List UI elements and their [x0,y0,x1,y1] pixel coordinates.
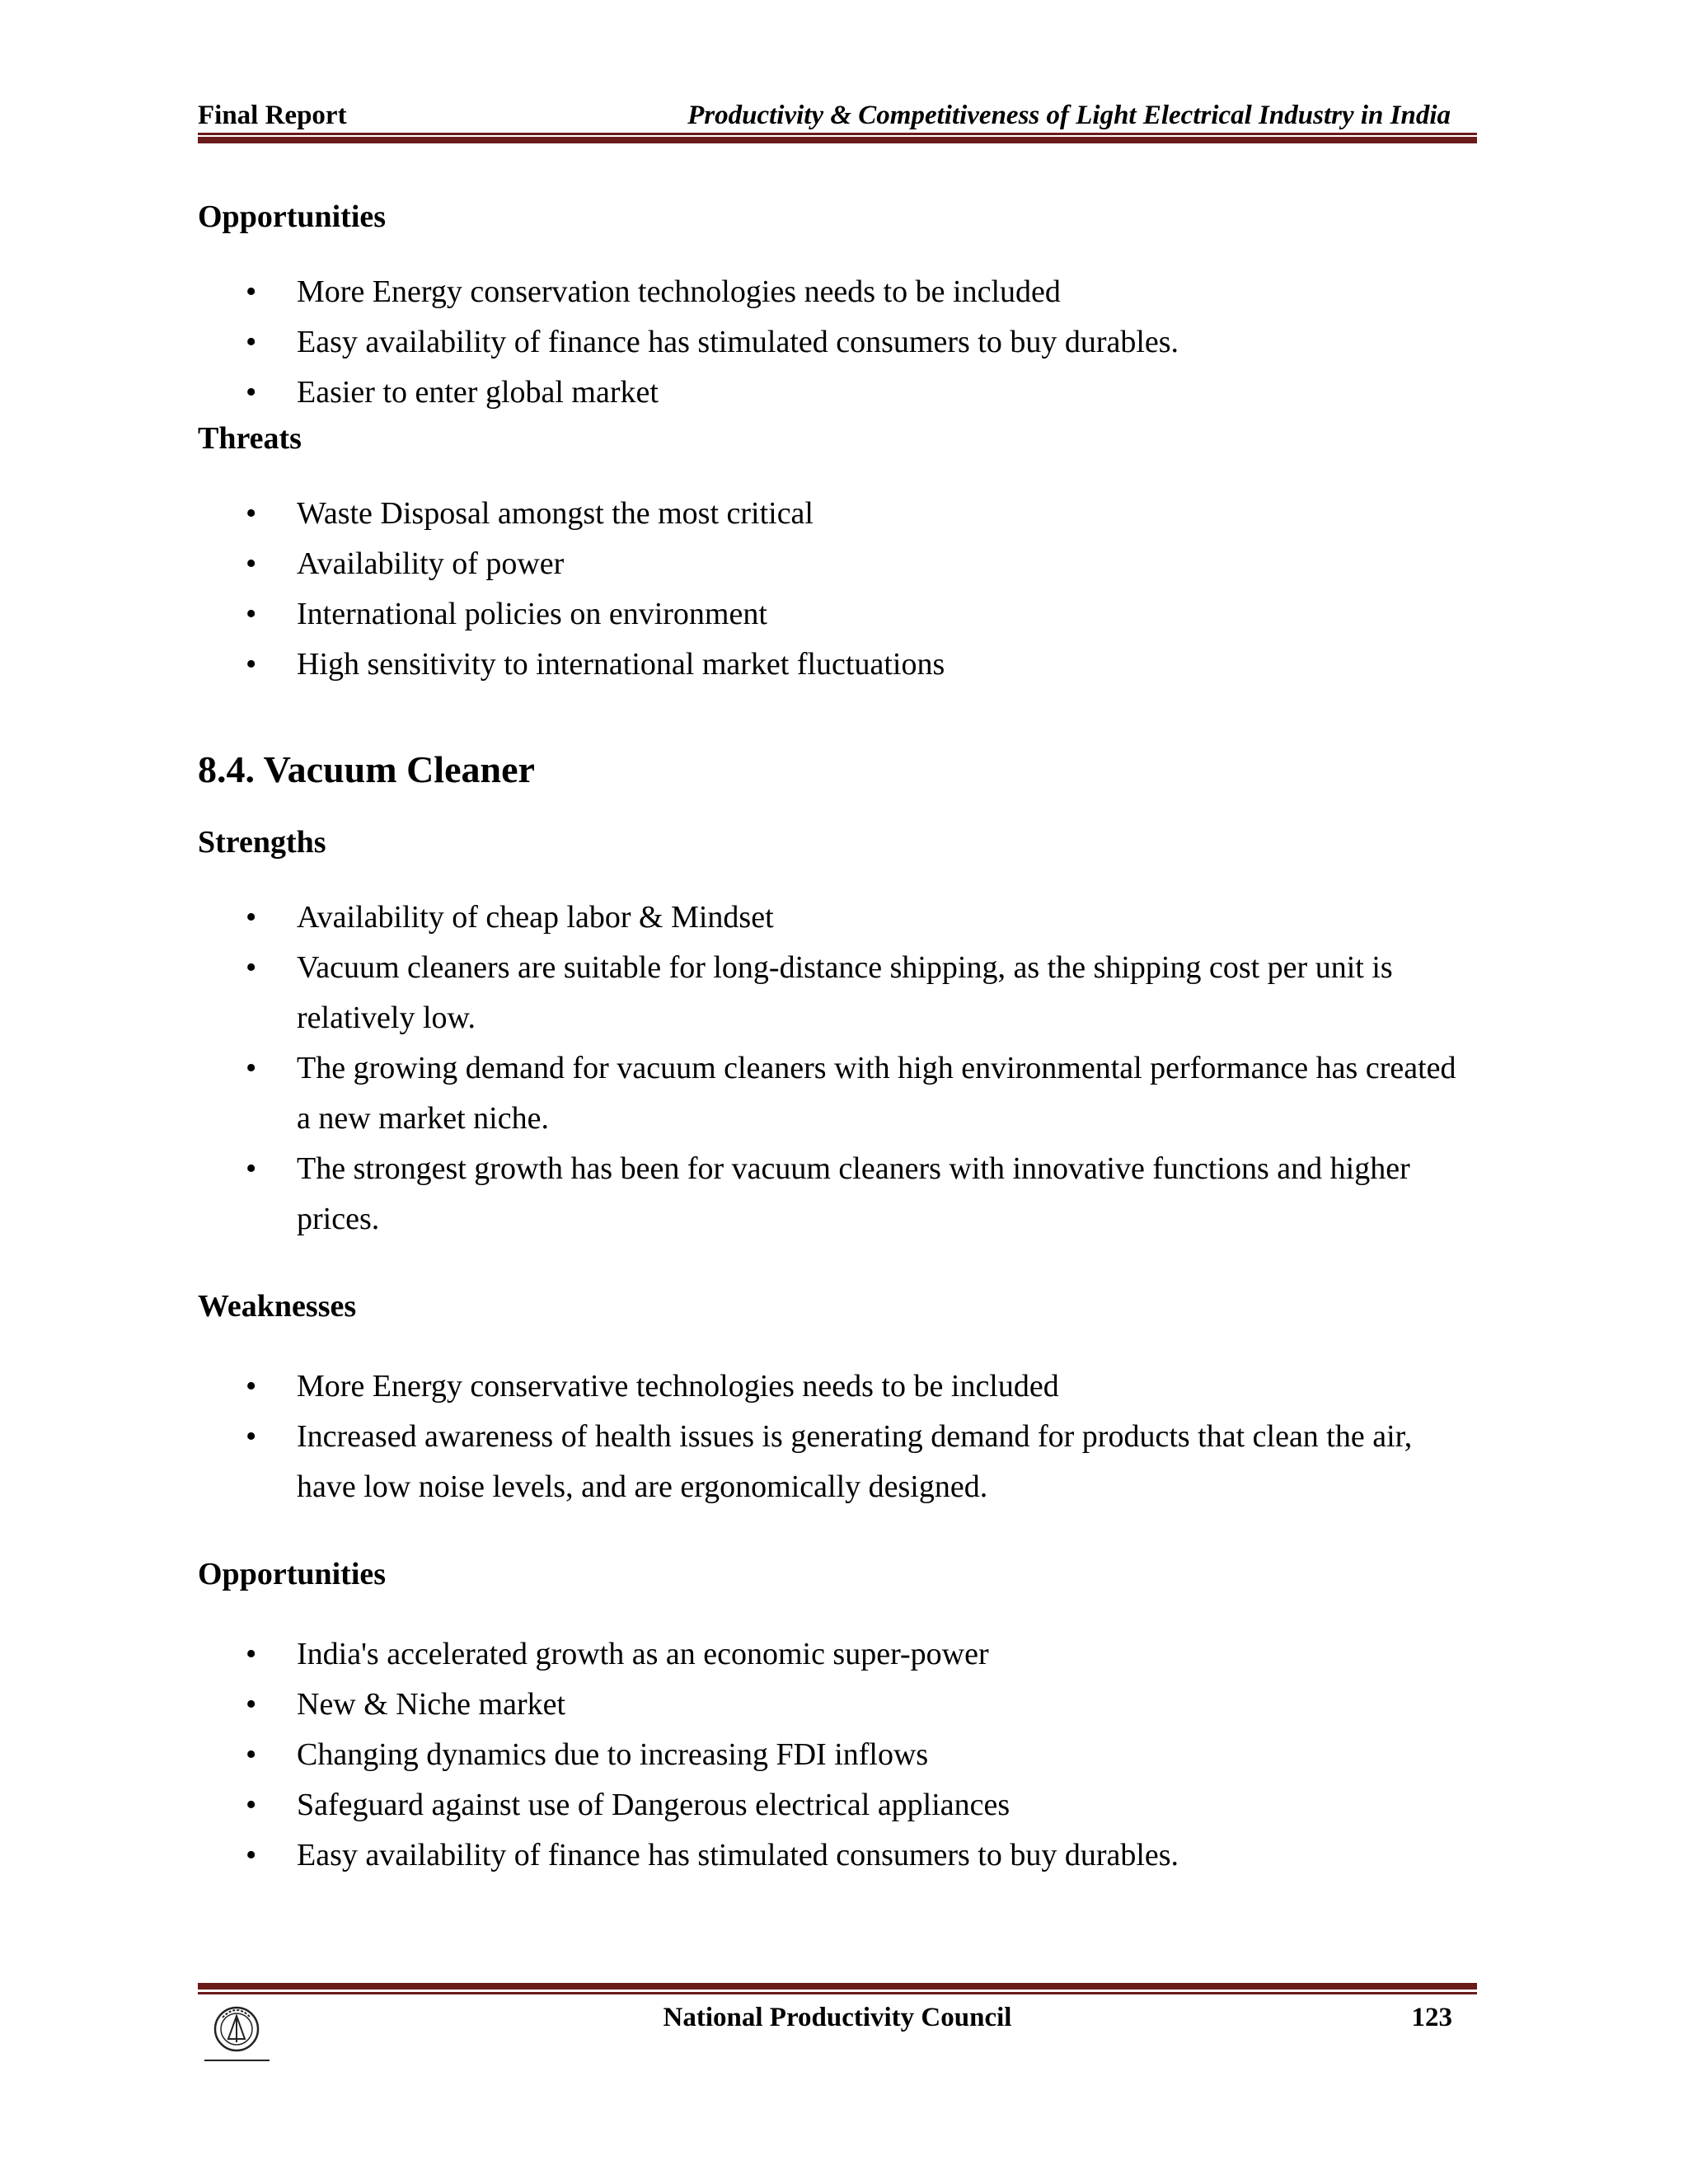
header-report-title: Productivity & Competitiveness of Light Electrical Industry in India [687,101,1451,130]
opportunities-list-vacuum [198,1629,1477,1881]
list-item: • More Energy conservative technologies needs to be included [198,1361,1477,1412]
list-item: • More Energy conservation technologies needs to be included [198,267,1477,317]
list-item: • Availability of power [198,539,1477,589]
list-item: • The growing demand for vacuum cleaners with high environmental performance has created a new market niche. [198,1043,1477,1144]
list-item: • Changing dynamics due to increasing FDI inflows [198,1730,1477,1780]
weaknesses-heading: Weaknesses [198,1289,357,1324]
header-report-label: Final Report [198,101,347,130]
section-title-vacuum-cleaner: 8.4. Vacuum Cleaner [198,748,535,790]
list-item: • Easy availability of finance has stimulated consumers to buy durables. [198,317,1477,368]
strengths-heading: Strengths [198,825,326,860]
list-item: • Easy availability of finance has stimulated consumers to buy durables. [198,1830,1477,1881]
list-item: • Increased awareness of health issues is generating demand for products that clean the air, have low noise levels, and are ergonomically designed. [198,1412,1477,1512]
header-rule-thin [198,133,1477,135]
header-rule-thick [198,137,1477,143]
list-item: • High sensitivity to international market fluctuations [198,640,1477,690]
opportunities-list [198,267,1477,418]
page-footer [198,1998,1477,2080]
opportunities-heading-vacuum: Opportunities [198,1557,387,1591]
footer-rule-thick [198,1983,1477,1990]
threats-heading: Threats [198,421,302,456]
weaknesses-list [198,1361,1477,1512]
page-number: 123 [1411,2003,1452,2032]
opportunities-heading: Opportunities [198,199,387,234]
list-item: • International policies on environment [198,589,1477,640]
list-item: • The strongest growth has been for vacuum cleaners with innovative functions and higher prices. [198,1144,1477,1244]
footer-rule-thin [198,1992,1477,1994]
footer-organization: National Productivity Council [663,2003,1012,2032]
list-item: • Easier to enter global market [198,368,1477,418]
strengths-list [198,893,1477,1244]
list-item: • New & Niche market [198,1680,1477,1730]
threats-list [198,489,1477,690]
list-item: • Availability of cheap labor & Mindset [198,893,1477,943]
list-item: • Vacuum cleaners are suitable for long-distance shipping, as the shipping cost per unit is relatively low. [198,943,1477,1043]
page-content [198,191,1477,1881]
list-item: • India's accelerated growth as an economic super-power [198,1629,1477,1680]
list-item: • Safeguard against use of Dangerous electrical appliances [198,1780,1477,1830]
list-item: • Waste Disposal amongst the most critical [198,489,1477,539]
